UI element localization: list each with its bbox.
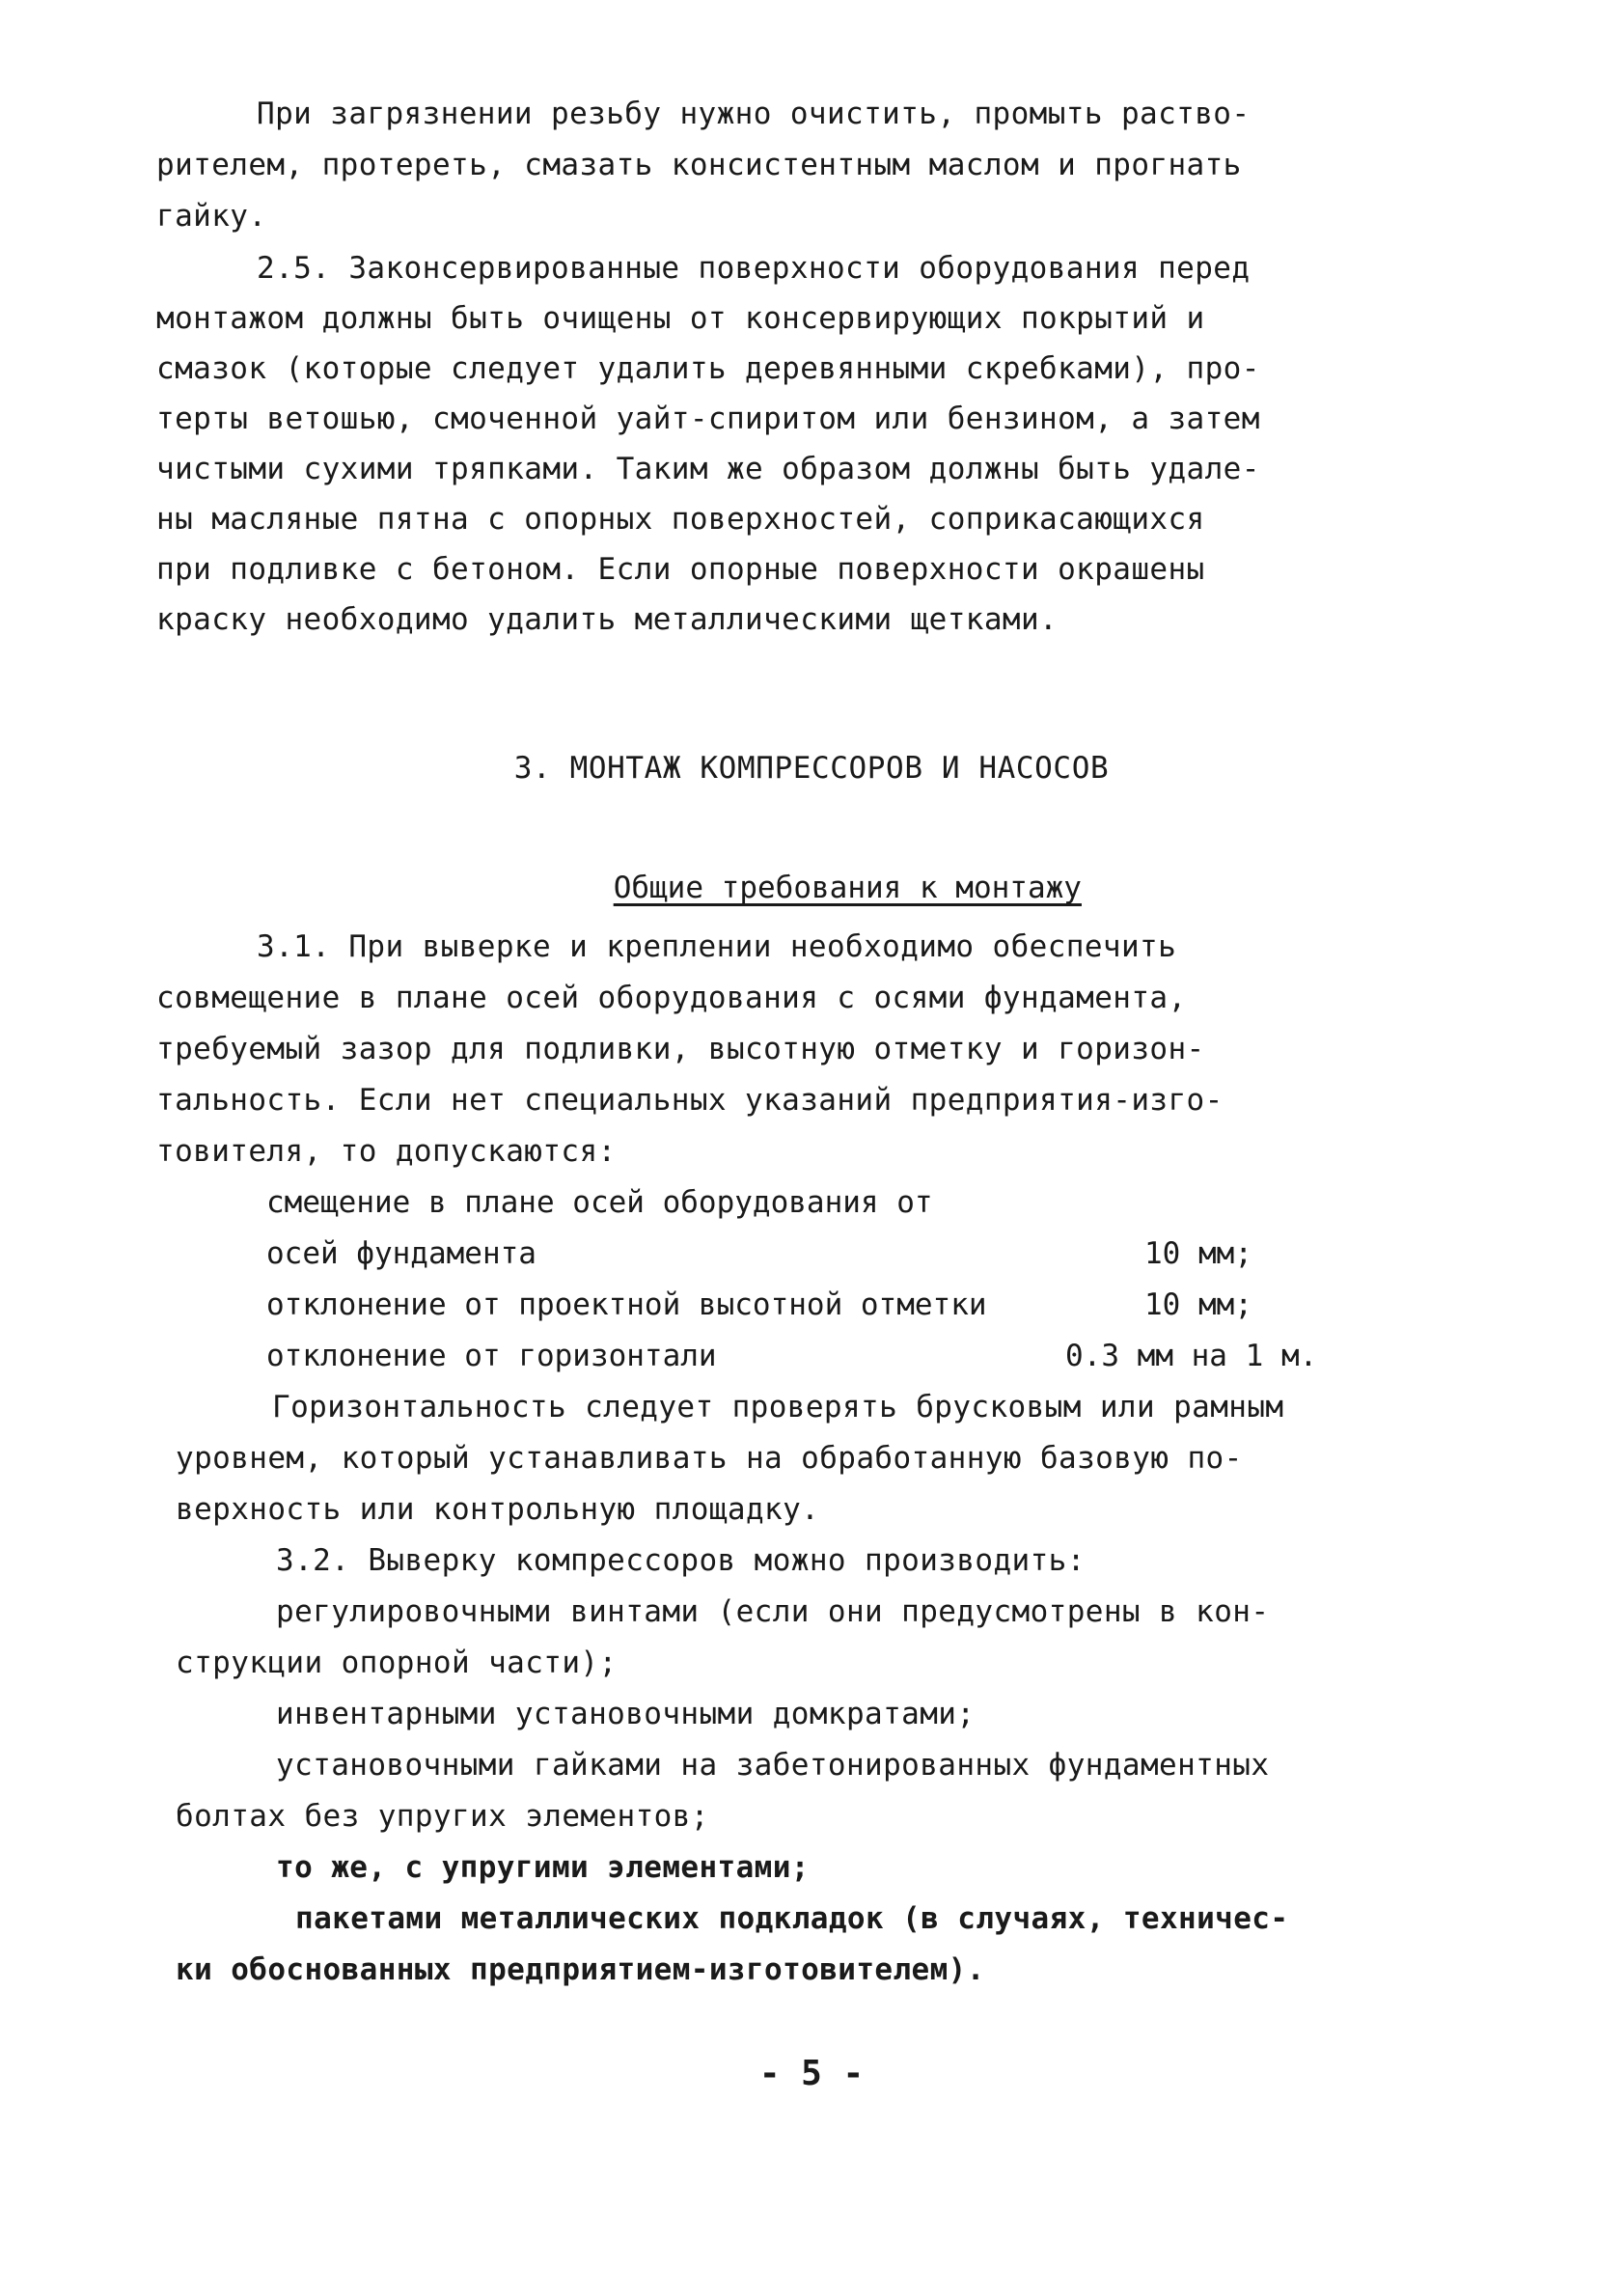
page-number: - 5 - xyxy=(758,2054,865,2093)
para-3-1-line-1: 3.1. При выверке и креплении необходимо обеспечить xyxy=(257,929,1177,964)
para-3-2-item-1-line-2: струкции опорной части); xyxy=(176,1646,618,1680)
para-2-5-line-5: чистыми сухими тряпками. Таким же образом должны быть удале- xyxy=(156,452,1260,486)
para-2-5-line-6: ны масляные пятна с опорных поверхностей, соприкасающихся xyxy=(156,502,1205,537)
para-cleaning-line-1: При загрязнении резьбу нужно очистить, промыть раство- xyxy=(257,97,1251,131)
tolerance-item-1-line-2: осей фундамента xyxy=(266,1236,536,1271)
tolerance-item-1-line-1: смещение в плане осей оборудования от xyxy=(266,1185,933,1220)
para-3-1-line-5: товителя, то допускаются: xyxy=(156,1134,617,1169)
tolerance-item-3: отклонение от горизонтали xyxy=(266,1339,717,1373)
subsection-heading xyxy=(0,836,1623,940)
para-cleaning-line-2: рителем, протереть, смазать консистентным маслом и прогнать xyxy=(156,148,1242,182)
tolerance-item-2-value: 10 мм; xyxy=(1144,1287,1252,1322)
para-2-5-line-3: смазок (которые следует удалить деревянными скребками), про- xyxy=(156,351,1260,386)
para-3-2-item-2: инвентарными установочными домкратами; xyxy=(276,1697,976,1731)
para-level-line-2: уровнем, который устанавливать на обработанную базовую по- xyxy=(176,1441,1243,1476)
para-2-5-line-7: при подливке с бетоном. Если опорные поверхности окрашены xyxy=(156,552,1205,587)
para-3-2-intro: 3.2. Выверку компрессоров можно производить: xyxy=(276,1543,1086,1578)
para-3-1-line-3: требуемый зазор для подливки, высотную отметку и горизон- xyxy=(156,1032,1205,1066)
tolerance-item-1-value: 10 мм; xyxy=(1144,1236,1252,1271)
para-3-2-item-3-line-1: установочными гайками на забетонированных фундаментных xyxy=(276,1748,1270,1783)
para-2-5-line-4: терты ветошью, смоченной уайт-спиритом или бензином, а затем xyxy=(156,401,1260,436)
para-3-2-item-4: то же, с упругими элементами; xyxy=(276,1850,810,1885)
para-2-5-line-2: монтажом должны быть очищены от консервирующих покрытий и xyxy=(156,301,1205,336)
para-2-5-line-8: краску необходимо удалить металлическими щетками. xyxy=(156,602,1059,637)
tolerance-item-2: отклонение от проектной высотной отметки xyxy=(266,1287,987,1322)
para-3-1-line-2: совмещение в плане осей оборудования с осями фундамента, xyxy=(156,981,1187,1015)
para-3-2-item-3-line-2: болтах без упругих элементов; xyxy=(176,1799,709,1834)
subsection-heading-text: Общие требования к монтажу xyxy=(613,871,1082,905)
para-3-2-item-5-line-1: пакетами металлических подкладок (в случаях, техничес- xyxy=(295,1901,1289,1936)
tolerance-item-3-value: 0.3 мм на 1 м. xyxy=(1065,1339,1318,1373)
para-2-5-line-1: 2.5. Законсервированные поверхности оборудования перед xyxy=(257,251,1251,286)
para-cleaning-line-3: гайку. xyxy=(156,199,267,234)
section-heading: 3. МОНТАЖ КОМПРЕССОРОВ И НАСОСОВ xyxy=(513,751,1110,786)
para-level-line-3: верхность или контрольную площадку. xyxy=(176,1492,820,1527)
para-3-2-item-1-line-1: регулировочными винтами (если они предусмотрены в кон- xyxy=(276,1594,1270,1629)
para-level-line-1: Горизонтальность следует проверять брусковым или рамным xyxy=(272,1390,1284,1425)
para-3-2-item-5-line-2: ки обоснованных предприятием-изготовителем). xyxy=(176,1952,985,1987)
para-3-1-line-4: тальность. Если нет специальных указаний предприятия-изго- xyxy=(156,1083,1224,1118)
